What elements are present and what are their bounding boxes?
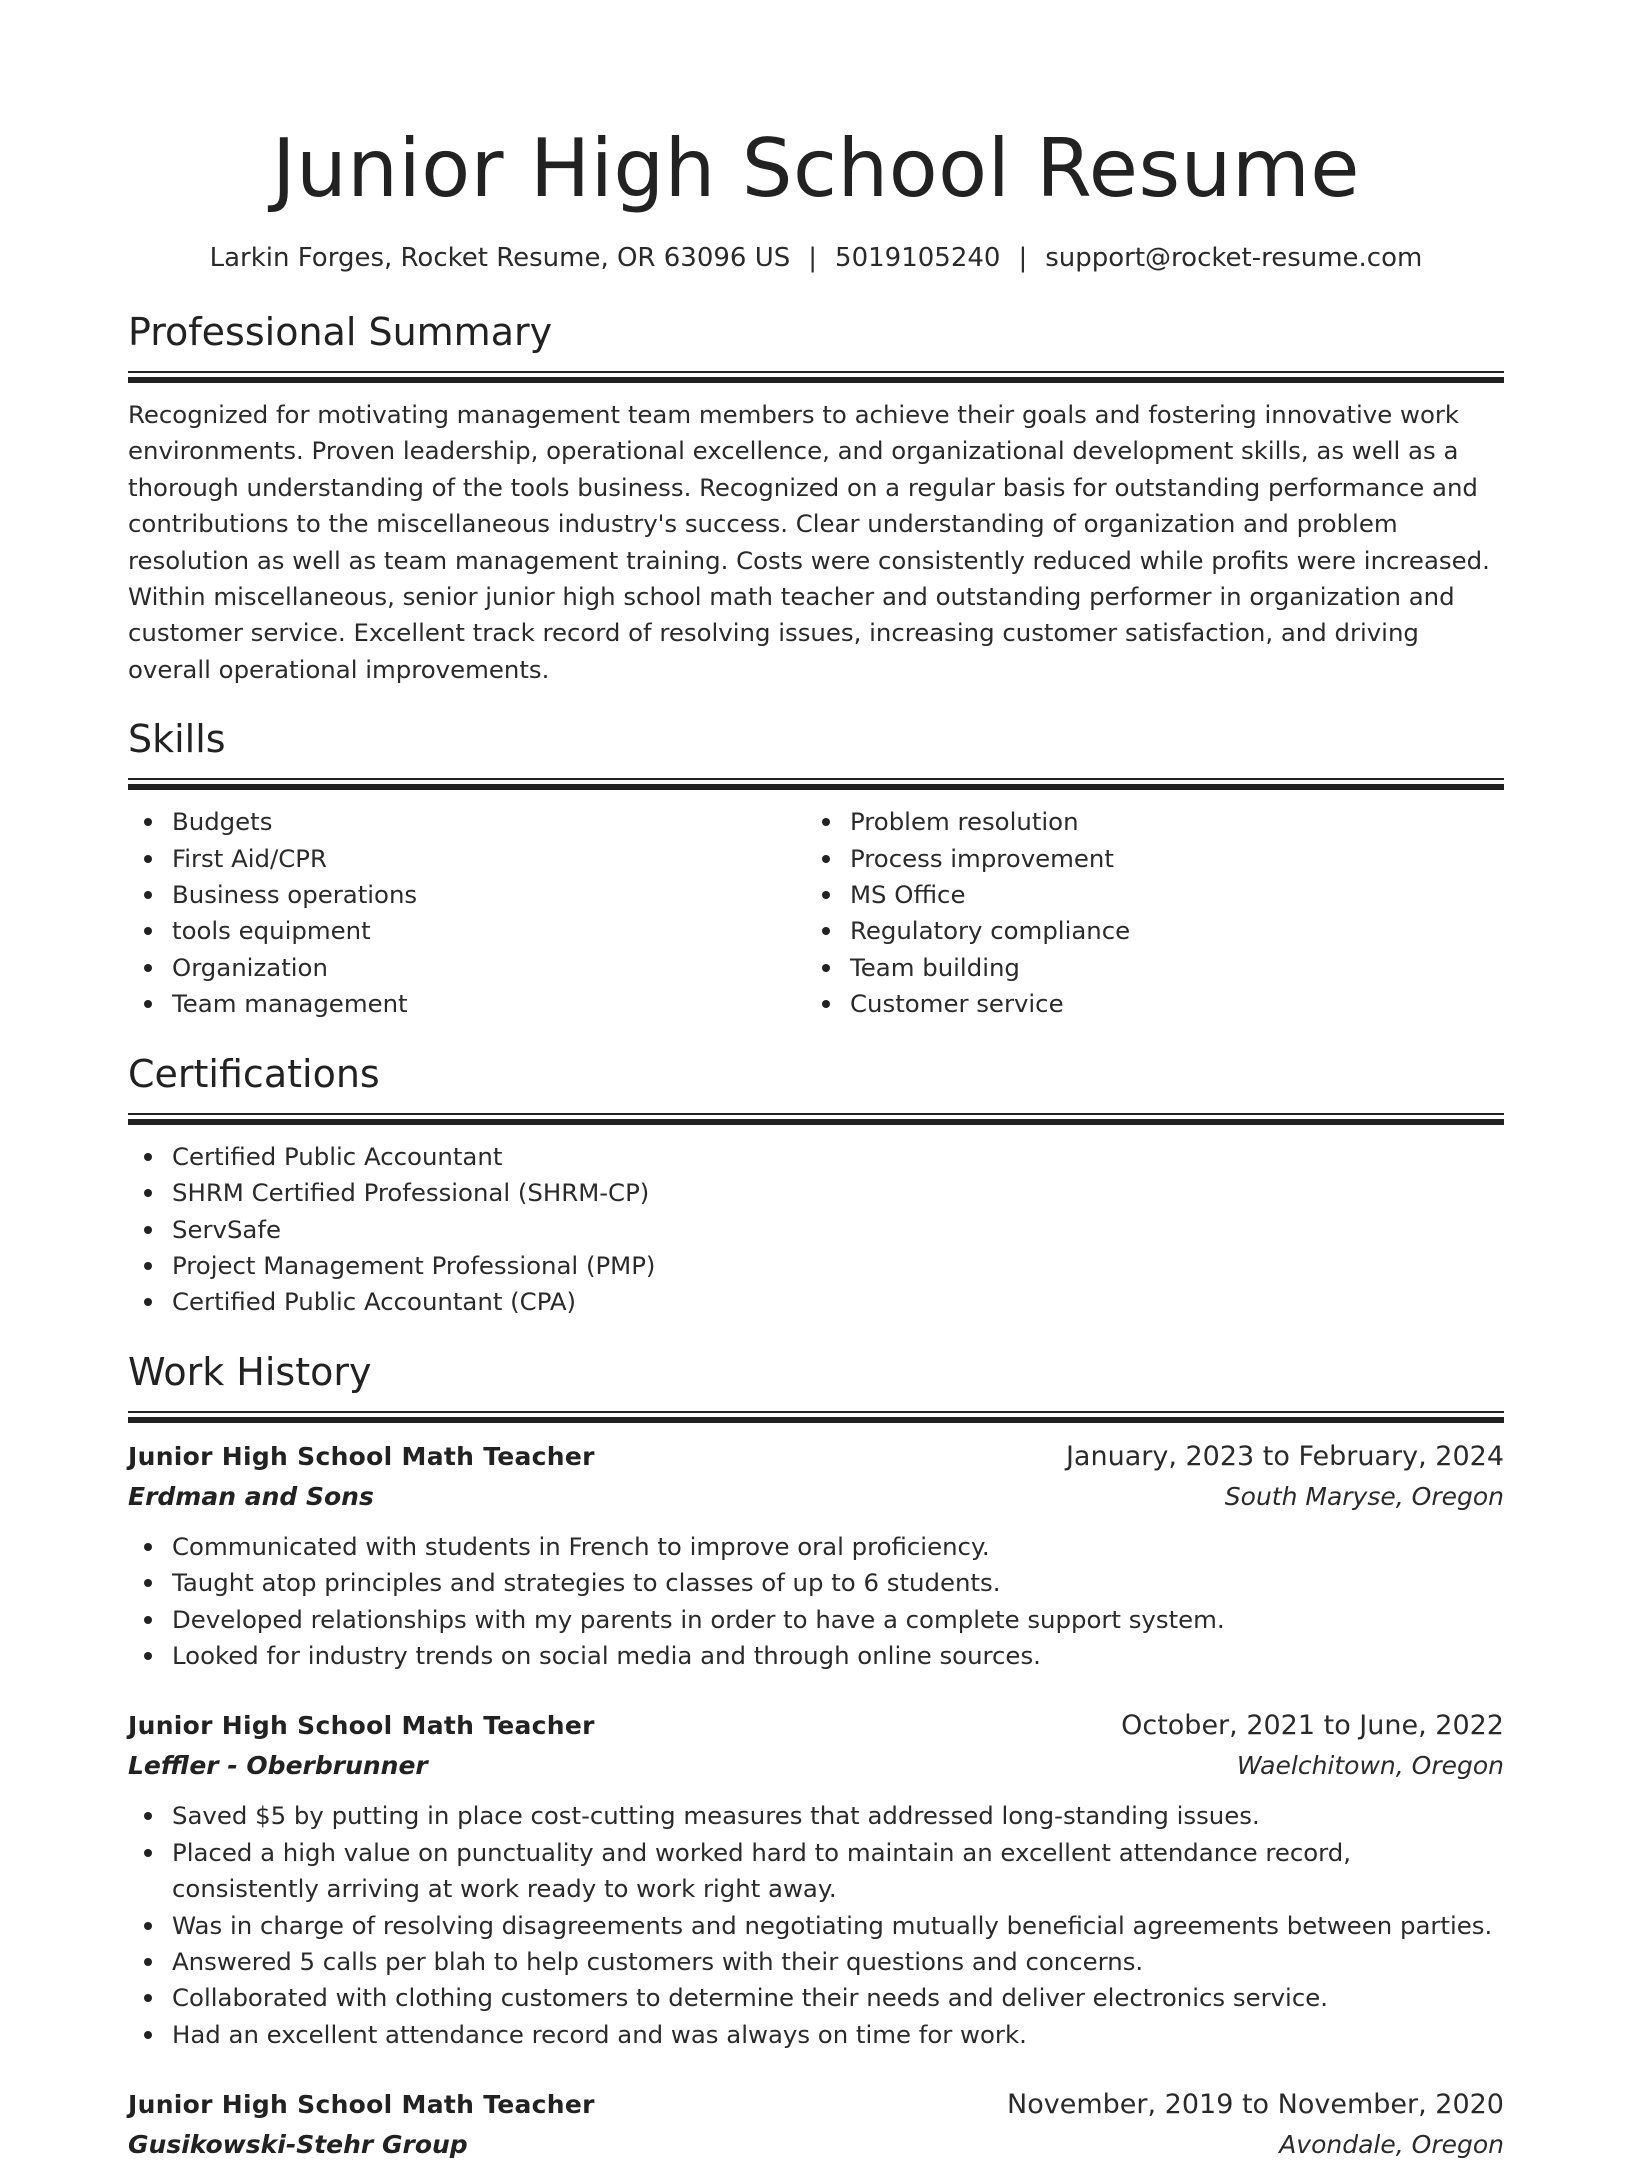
skill-item: Business operations: [128, 877, 806, 913]
job-duty-item: Saved $5 by putting in place cost-cutting measures that addressed long-standing issues.: [128, 1798, 1504, 1834]
skill-item: Team management: [128, 986, 806, 1022]
skills-section: [128, 714, 1504, 1022]
job-duty-item: Taught atop principles and strategies to classes of up to 6 students.: [128, 1565, 1504, 1601]
job-company: Leffler - Oberbrunner: [128, 1751, 428, 1781]
job-subheader: [128, 1746, 1504, 1786]
job-dates: November, 2019 to November, 2020: [1007, 2089, 1504, 2121]
job-duty-item: Answered 5 calls per blah to help customers with their questions and concerns.: [128, 1944, 1504, 1980]
skills-list: [806, 804, 1484, 1022]
skill-item: Organization: [128, 950, 806, 986]
job-duty-item: Collaborated with clothing customers to determine their needs and deliver electronics service.: [128, 1980, 1504, 2016]
job-duty-item: Developed relationships with my parents in order to have a complete support system.: [128, 1602, 1504, 1638]
job-duties-list: [128, 1529, 1504, 1675]
skill-item: Problem resolution: [806, 804, 1484, 840]
certification-item: Project Management Professional (PMP): [128, 1248, 1504, 1284]
skill-item: Process improvement: [806, 841, 1484, 877]
job-header: [128, 2085, 1504, 2125]
job-location: Avondale, Oregon: [1279, 2130, 1504, 2160]
summary-section: [128, 307, 1504, 688]
skill-item: Regulatory compliance: [806, 913, 1484, 949]
skills-grid: [128, 804, 1504, 1022]
skills-column-left: [128, 804, 806, 1022]
skill-item: Budgets: [128, 804, 806, 840]
job-location: South Maryse, Oregon: [1224, 1481, 1504, 1511]
job-duty-item: Had an excellent attendance record and was always on time for work.: [128, 2017, 1504, 2053]
certification-item: Certified Public Accountant: [128, 1139, 1504, 1175]
contact-address: Larkin Forges, Rocket Resume, OR 63096 US: [209, 243, 791, 273]
job-duties-list: [128, 1798, 1504, 2053]
job-duty-item: Placed a high value on punctuality and worked hard to maintain an excellent attendance record, consistently arriving at work ready to work right away.: [128, 1835, 1504, 1908]
resume-title: Junior High School Resume: [271, 122, 1361, 215]
skills-list: [128, 804, 806, 1022]
job-dates: January, 2023 to February, 2024: [1065, 1440, 1504, 1472]
job-title: Junior High School Math Teacher: [128, 2090, 595, 2120]
job-duty-item: Was in charge of resolving disagreements and negotiating mutually beneficial agreements between parties.: [128, 1908, 1504, 1944]
certification-item: ServSafe: [128, 1212, 1504, 1248]
job-duty-item: Looked for industry trends on social media and through online sources.: [128, 1638, 1504, 1674]
skill-item: tools equipment: [128, 913, 806, 949]
job-location: Waelchitown, Oregon: [1236, 1751, 1504, 1781]
contact-phone: 5019105240: [835, 243, 1001, 273]
resume-content: [128, 0, 1504, 2165]
skill-item: First Aid/CPR: [128, 841, 806, 877]
section-divider: [128, 371, 1504, 383]
contact-separator: |: [808, 243, 818, 273]
work-history-section: [128, 1347, 1504, 2165]
section-divider: [128, 778, 1504, 790]
job-entry: [128, 2085, 1504, 2165]
job-title: Junior High School Math Teacher: [128, 1711, 595, 1741]
certification-item: Certified Public Accountant (CPA): [128, 1284, 1504, 1320]
job-subheader: [128, 2125, 1504, 2165]
section-divider: [128, 1113, 1504, 1125]
section-divider: [128, 1411, 1504, 1423]
contact-line: [128, 240, 1504, 276]
job-company: Erdman and Sons: [128, 1481, 374, 1511]
section-heading: Certifications: [128, 1051, 380, 1096]
section-heading: Skills: [128, 717, 226, 762]
job-entry: [128, 1706, 1504, 2053]
skill-item: Customer service: [806, 986, 1484, 1022]
job-subheader: [128, 1477, 1504, 1517]
summary-paragraph: Recognized for motivating management team members to achieve their goals and fostering innovative work environments. Proven leadership, operational excellence, and organizational development skills, as well as a thorough understanding of the tools business. Recognized on a regular basis for outstanding performance and contributions to the miscellaneous industry's success. Clear understanding of organization and problem resolution as well as team management training. Costs were consistently reduced while profits were increased. Within miscellaneous, senior junior high school math teacher and outstanding performer in organization and customer service. Excellent track record of resolving issues, increasing customer satisfaction, and driving overall operational improvements.: [128, 400, 1490, 684]
section-heading: Professional Summary: [128, 310, 553, 354]
section-heading: Work History: [128, 1349, 372, 1394]
job-header: [128, 1437, 1504, 1477]
skill-item: MS Office: [806, 877, 1484, 913]
certifications-section: [128, 1049, 1504, 1321]
job-header: [128, 1706, 1504, 1746]
job-title: Junior High School Math Teacher: [128, 1441, 595, 1471]
job-company: Gusikowski-Stehr Group: [128, 2130, 468, 2160]
skill-item: Team building: [806, 950, 1484, 986]
job-entry: [128, 1437, 1504, 1675]
contact-email: support@rocket-resume.com: [1045, 243, 1423, 273]
skills-column-right: [806, 804, 1484, 1022]
certifications-list: [128, 1139, 1504, 1321]
certification-item: SHRM Certified Professional (SHRM-CP): [128, 1175, 1504, 1211]
job-duty-item: Communicated with students in French to improve oral proficiency.: [128, 1529, 1504, 1565]
contact-separator: |: [1018, 243, 1028, 273]
job-dates: October, 2021 to June, 2022: [1121, 1710, 1504, 1742]
